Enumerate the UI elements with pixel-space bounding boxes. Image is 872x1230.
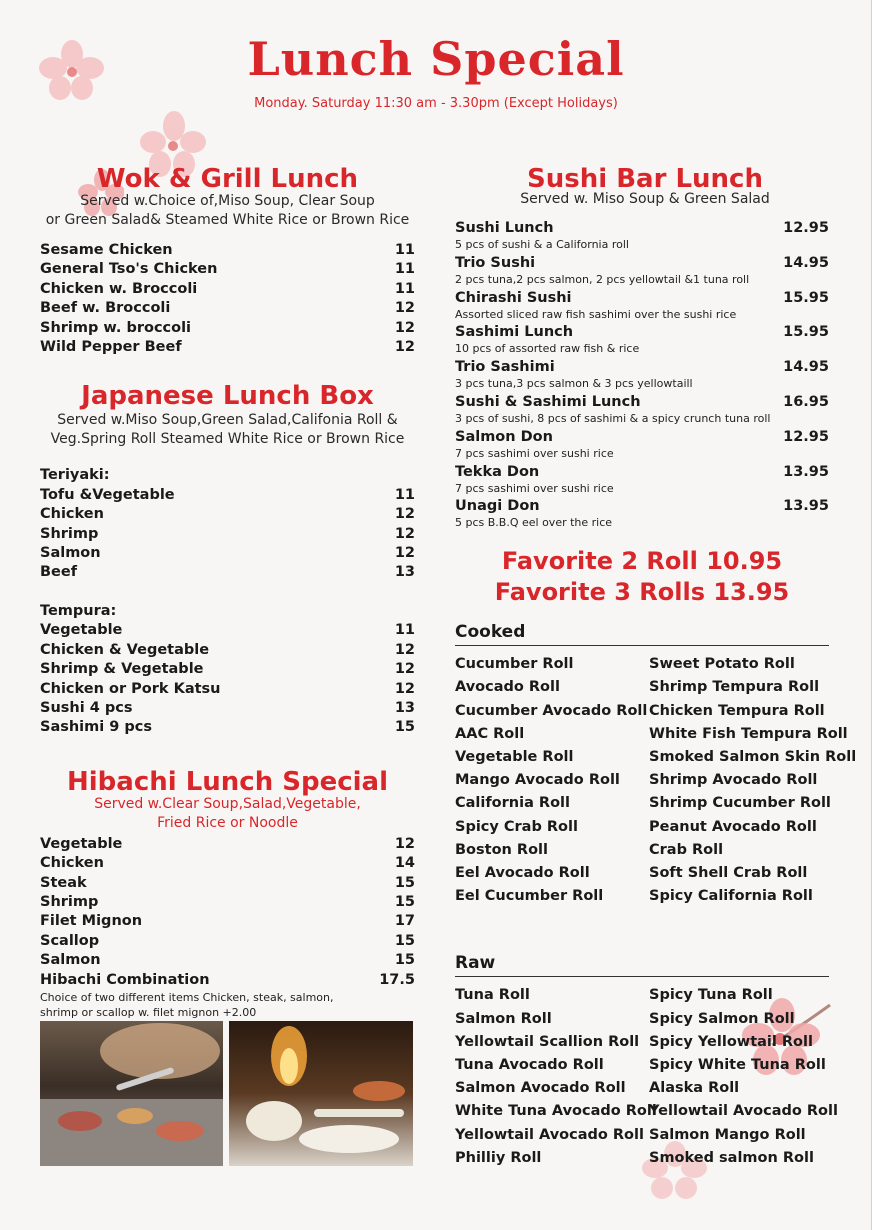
- sushi-section-title: Sushi Bar Lunch: [527, 164, 763, 194]
- item-description: 3 pcs of sushi, 8 pcs of sashimi & a spicy crunch tuna roll: [455, 411, 771, 425]
- item-name: Sashimi 9 pcs: [40, 719, 153, 736]
- item-name: Beef: [40, 564, 78, 581]
- item-name: Scallop: [40, 932, 100, 949]
- roll-item: Smoked salmon Roll: [649, 1149, 814, 1166]
- item-price: 11: [394, 242, 415, 258]
- left-column: [40, 162, 415, 1020]
- menu-item: [40, 280, 415, 299]
- item-description: 3 pcs tuna,3 pcs salmon & 3 pcs yellowtaill: [455, 377, 693, 391]
- item-price: 17: [394, 913, 415, 930]
- roll-item: Salmon Avocado Roll: [455, 1080, 626, 1097]
- hibachi-combination-note: Choice of two different items Chicken, steak, salmon,: [40, 990, 334, 1004]
- hibachi-grill-photo: [40, 1021, 223, 1166]
- menu-item: [40, 525, 415, 544]
- item-name: Hibachi Combination: [40, 971, 210, 988]
- box-section-desc: Veg.Spring Roll Steamed White Rice or Brown Rice: [50, 431, 405, 448]
- item-description: 7 pcs sashimi over sushi rice: [455, 481, 614, 495]
- menu-item: [40, 505, 415, 524]
- roll-item: Philliy Roll: [455, 1149, 542, 1166]
- item-price: 14.95: [783, 254, 829, 271]
- menu-item: [40, 486, 415, 505]
- item-name: General Tso's Chicken: [40, 261, 218, 278]
- right-column: [455, 162, 857, 1170]
- roll-item: Peanut Avocado Roll: [649, 818, 817, 835]
- menu-item: [40, 854, 415, 873]
- menu-item: [455, 289, 829, 324]
- item-name: Sushi 4 pcs: [40, 699, 133, 716]
- item-price: 15: [394, 932, 415, 949]
- item-price: 12: [394, 506, 415, 523]
- item-name: Vegetable: [40, 835, 123, 852]
- item-name: Unagi Don: [455, 498, 540, 515]
- item-name: Shrimp w. broccoli: [40, 319, 192, 336]
- menu-item: [40, 699, 415, 718]
- hibachi-section-desc: Served w.Clear Soup,Salad,Vegetable,: [94, 795, 361, 812]
- menu-item: [40, 299, 415, 318]
- item-description: 2 pcs tuna,2 pcs salmon, 2 pcs yellowtail &1 tuna roll: [455, 272, 750, 286]
- item-price: 13: [394, 699, 415, 716]
- item-name: Wild Pepper Beef: [40, 339, 182, 356]
- roll-item: Yellowtail Scallion Roll: [455, 1033, 640, 1050]
- item-name: Salmon: [40, 952, 101, 969]
- item-price: 12: [394, 300, 415, 317]
- cooked-rolls-heading: Cooked: [455, 621, 829, 646]
- menu-item: [40, 660, 415, 679]
- item-name: Chicken or Pork Katsu: [40, 680, 221, 697]
- roll-item: Eel Cucumber Roll: [455, 888, 604, 905]
- item-price: 12.95: [783, 428, 829, 445]
- item-name: Chicken: [40, 855, 104, 872]
- item-price: 12: [394, 525, 415, 542]
- menu-item: [40, 621, 415, 640]
- item-name: Shrimp & Vegetable: [40, 661, 204, 678]
- roll-item: Avocado Roll: [455, 679, 560, 696]
- sushi-menu-list: [455, 219, 829, 532]
- box-section-desc: Served w.Miso Soup,Green Salad,Califonia Roll &: [57, 412, 398, 429]
- menu-item: [40, 641, 415, 660]
- roll-item: Shrimp Tempura Roll: [649, 679, 820, 696]
- item-name: Tofu &Vegetable: [40, 486, 175, 503]
- roll-item: Tuna Roll: [455, 987, 530, 1004]
- item-price: 13: [394, 564, 415, 581]
- roll-item: Cucumber Avocado Roll: [455, 702, 648, 719]
- hibachi-menu-list: [40, 835, 415, 990]
- item-price: 14.95: [783, 359, 829, 376]
- item-name: Trio Sushi: [455, 254, 536, 271]
- menu-item: [40, 971, 415, 990]
- cooked-rolls-list: [455, 653, 857, 908]
- hibachi-combination-note: shrimp or scallop w. filet mignon +2.00: [40, 1005, 257, 1019]
- wok-section-title: Wok & Grill Lunch: [96, 164, 359, 194]
- item-price: 12: [394, 545, 415, 562]
- page-title: Lunch Special: [247, 32, 625, 86]
- teriyaki-menu-list: [40, 486, 415, 583]
- item-price: 15: [394, 952, 415, 969]
- item-name: Trio Sashimi: [455, 359, 555, 376]
- item-price: 17.5: [379, 971, 415, 988]
- hours-subtitle: Monday. Saturday 11:30 am - 3.30pm (Except Holidays): [254, 96, 618, 111]
- sushi-section-desc: Served w. Miso Soup & Green Salad: [520, 191, 770, 207]
- roll-item: California Roll: [455, 795, 570, 812]
- favorite-roll-offer: Favorite 3 Rolls 13.95: [494, 578, 790, 607]
- wok-section-desc: Served w.Choice of,Miso Soup, Clear Soup: [80, 193, 375, 209]
- item-price: 12: [394, 319, 415, 336]
- roll-item: Mango Avocado Roll: [455, 772, 620, 789]
- menu-item: [455, 358, 829, 393]
- item-price: 15: [394, 719, 415, 736]
- menu-item: [40, 319, 415, 338]
- roll-item: Spicy California Roll: [649, 888, 813, 905]
- item-price: 11: [394, 486, 415, 503]
- item-price: 11: [394, 622, 415, 639]
- item-name: Chicken w. Broccoli: [40, 280, 198, 297]
- item-name: Filet Mignon: [40, 913, 143, 930]
- menu-item: [40, 718, 415, 737]
- wok-section-desc: or Green Salad& Steamed White Rice or Brown Rice: [45, 212, 410, 228]
- item-description: Assorted sliced raw fish sashimi over the sushi rice: [455, 307, 737, 321]
- raw-rolls-heading: Raw: [455, 952, 829, 977]
- menu-item: [40, 932, 415, 951]
- hibachi-flame-photo: [229, 1021, 413, 1166]
- item-name: Vegetable: [40, 622, 123, 639]
- item-price: 15.95: [783, 289, 829, 306]
- hibachi-section-desc: Fried Rice or Noodle: [157, 814, 298, 831]
- roll-item: Eel Avocado Roll: [455, 865, 590, 881]
- menu-item: [455, 428, 829, 463]
- roll-item: Chicken Tempura Roll: [649, 702, 825, 719]
- item-name: Tekka Don: [455, 463, 540, 480]
- menu-item: [40, 951, 415, 970]
- box-section-title: Japanese Lunch Box: [81, 381, 374, 412]
- item-price: 12: [394, 680, 415, 697]
- roll-item: Spicy Yellowtail Roll: [649, 1033, 813, 1050]
- menu-item: [40, 874, 415, 893]
- item-name: Shrimp: [40, 893, 99, 910]
- tempura-menu-list: [40, 621, 415, 737]
- item-price: 12: [394, 835, 415, 852]
- item-price: 13.95: [783, 463, 829, 480]
- menu-item: [40, 680, 415, 699]
- item-name: Sesame Chicken: [40, 242, 173, 258]
- menu-item: [40, 835, 415, 854]
- item-price: 15.95: [783, 324, 829, 341]
- item-price: 12: [394, 339, 415, 356]
- item-name: Chicken & Vegetable: [40, 641, 210, 658]
- roll-item: Spicy Salmon Roll: [649, 1010, 795, 1027]
- roll-item: Spicy Tuna Roll: [649, 987, 773, 1004]
- roll-item: White Tuna Avocado Roll: [455, 1103, 657, 1120]
- item-price: 15: [394, 893, 415, 910]
- roll-item: AAC Roll: [455, 725, 525, 742]
- menu-item: [455, 497, 829, 532]
- roll-item: Yellowtail Avocado Roll: [649, 1103, 838, 1120]
- roll-item: Spicy White Tuna Roll: [649, 1057, 826, 1074]
- item-name: Shrimp: [40, 525, 99, 542]
- roll-item: Sweet Potato Roll: [649, 656, 795, 673]
- item-name: Steak: [40, 874, 87, 891]
- roll-item: Alaska Roll: [649, 1080, 740, 1097]
- roll-item: Cucumber Roll: [455, 656, 574, 673]
- roll-item: Spicy Crab Roll: [455, 818, 578, 835]
- item-description: 7 pcs sashimi over sushi rice: [455, 446, 614, 460]
- item-price: 16.95: [783, 393, 829, 410]
- item-price: 13.95: [783, 498, 829, 515]
- item-price: 12.95: [783, 220, 829, 236]
- tempura-label: Tempura:: [40, 602, 117, 619]
- roll-item: Boston Roll: [455, 841, 548, 858]
- menu-item: [40, 260, 415, 279]
- menu-item: [40, 241, 415, 260]
- menu-item: [455, 463, 829, 498]
- menu-item: [40, 544, 415, 563]
- item-price: 11: [394, 280, 415, 297]
- wok-menu-list: [40, 241, 415, 357]
- item-description: 10 pcs of assorted raw fish & rice: [455, 342, 640, 356]
- menu-item: [455, 323, 829, 358]
- item-price: 12: [394, 661, 415, 678]
- item-description: 5 pcs B.B.Q eel over the rice: [455, 516, 613, 530]
- menu-item: [40, 338, 415, 357]
- roll-item: Crab Roll: [649, 841, 724, 858]
- item-price: 15: [394, 874, 415, 891]
- roll-item: Soft Shell Crab Roll: [649, 865, 808, 881]
- menu-item: [455, 254, 829, 289]
- item-name: Beef w. Broccoli: [40, 300, 171, 317]
- item-name: Chirashi Sushi: [455, 289, 572, 306]
- item-name: Sushi & Sashimi Lunch: [455, 393, 641, 410]
- item-name: Salmon Don: [455, 428, 553, 445]
- item-name: Salmon: [40, 545, 101, 562]
- menu-item: [455, 393, 829, 428]
- item-name: Chicken: [40, 506, 104, 523]
- menu-item: [455, 219, 829, 254]
- roll-item: Salmon Roll: [455, 1010, 552, 1027]
- menu-item: [40, 563, 415, 582]
- roll-item: Salmon Mango Roll: [649, 1126, 806, 1143]
- menu-item: [40, 893, 415, 912]
- roll-item: Smoked Salmon Skin Roll: [649, 748, 857, 765]
- hibachi-section-title: Hibachi Lunch Special: [66, 766, 389, 797]
- roll-item: Shrimp Cucumber Roll: [649, 795, 831, 812]
- favorite-roll-offer: Favorite 2 Roll 10.95: [501, 547, 783, 576]
- item-name: Sushi Lunch: [455, 220, 554, 236]
- roll-item: White Fish Tempura Roll: [649, 725, 848, 742]
- item-price: 11: [394, 261, 415, 278]
- roll-item: Vegetable Roll: [455, 748, 574, 765]
- roll-item: Shrimp Avocado Roll: [649, 772, 818, 789]
- item-price: 14: [394, 855, 415, 872]
- item-name: Sashimi Lunch: [455, 324, 574, 341]
- item-price: 12: [394, 641, 415, 658]
- menu-item: [40, 912, 415, 931]
- teriyaki-label: Teriyaki:: [40, 467, 110, 484]
- raw-rolls-list: [455, 984, 838, 1170]
- roll-item: Yellowtail Avocado Roll: [455, 1126, 644, 1143]
- item-description: 5 pcs of sushi & a California roll: [455, 238, 629, 251]
- roll-item: Tuna Avocado Roll: [455, 1057, 604, 1074]
